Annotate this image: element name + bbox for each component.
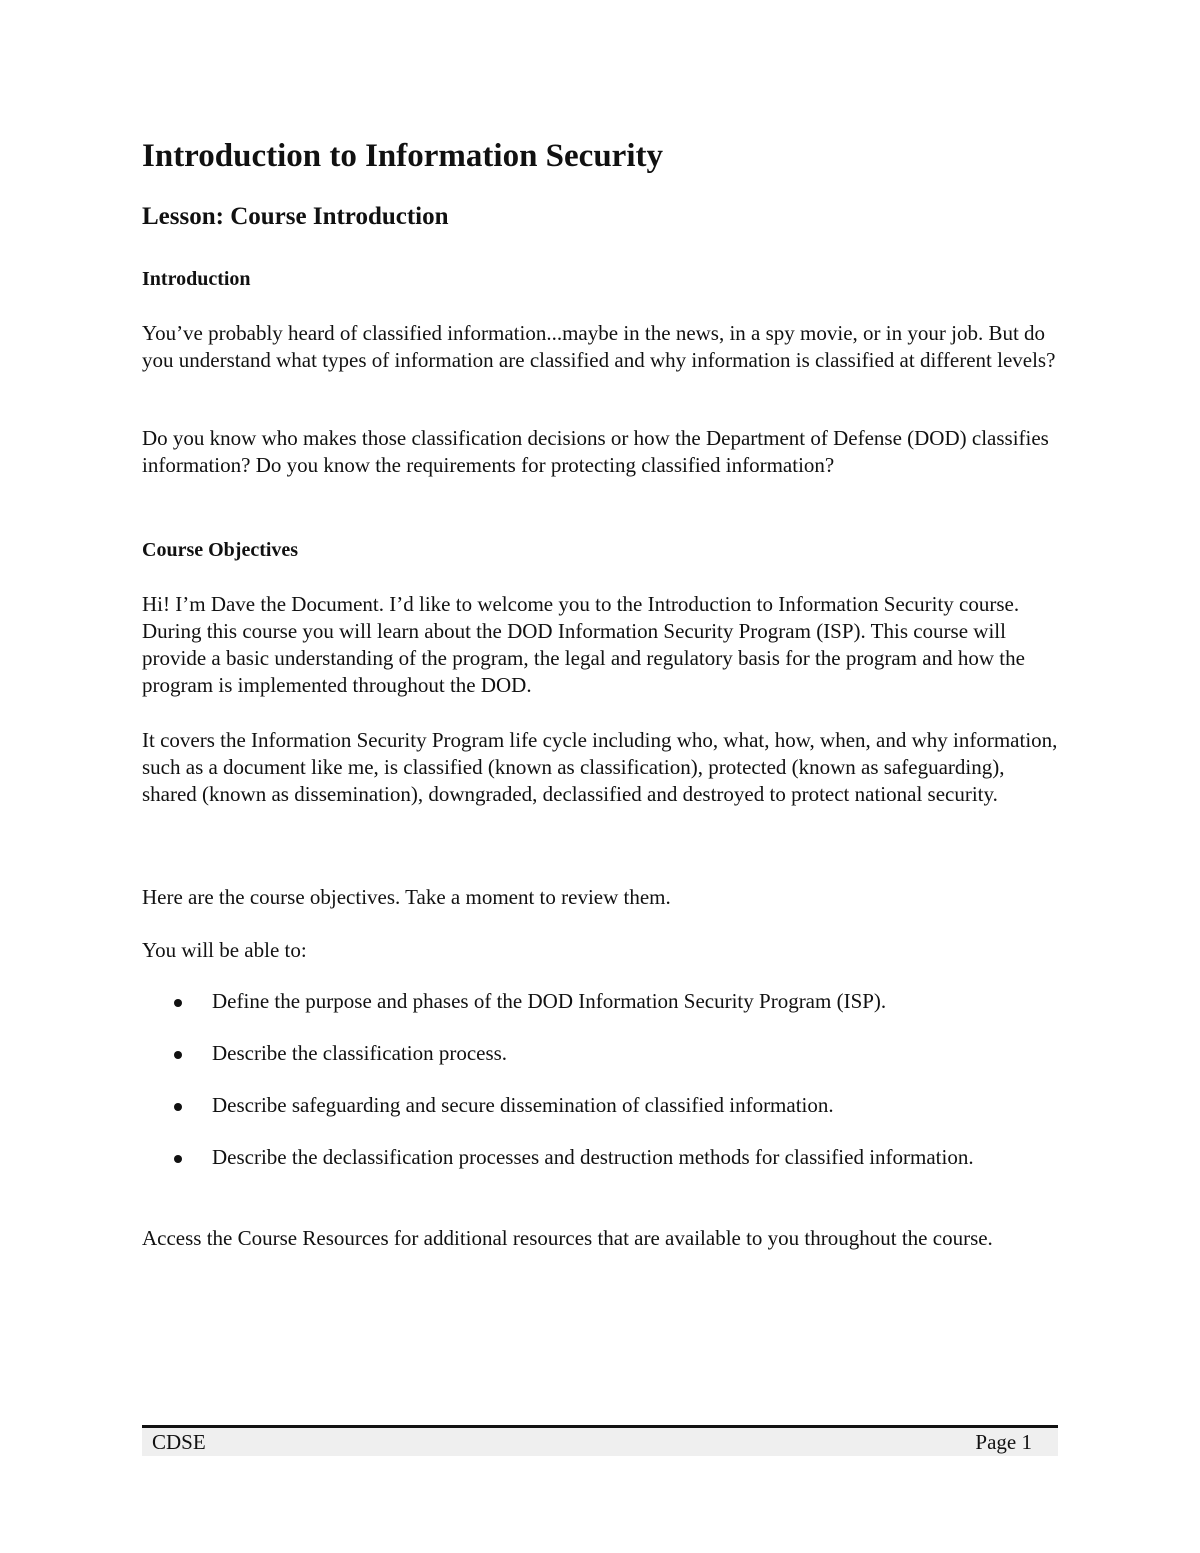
bullet-icon — [174, 1103, 182, 1111]
review-paragraph: Here are the course objectives. Take a moment to review them. — [142, 885, 671, 909]
footer-page-number: Page 1 — [975, 1430, 1032, 1454]
objectives-list — [142, 988, 1064, 1196]
list-item-text: Describe the classification process. — [212, 1041, 508, 1065]
document-title: Introduction to Information Security — [142, 138, 663, 174]
lesson-title: Lesson: Course Introduction — [142, 203, 449, 230]
list-item-text: Describe the declassification processes and destruction methods for classified information. — [212, 1145, 974, 1169]
intro-paragraph-1: You’ve probably heard of classified information...maybe in the news, in a spy movie, or in your job. But do you understand what types of information are classified and why information is classified at different levels? — [142, 321, 1056, 372]
closing-paragraph: Access the Course Resources for additional resources that are available to you throughout the course. — [142, 1226, 993, 1250]
list-item-text: Describe safeguarding and secure dissemination of classified information. — [212, 1093, 834, 1117]
able-to-paragraph: You will be able to: — [142, 938, 307, 962]
bullet-icon — [174, 1051, 182, 1059]
page-footer — [142, 1428, 1058, 1456]
lifecycle-paragraph: It covers the Information Security Program life cycle including who, what, how, when, and why information, such as a document like me, is classified (known as classification), protected (known as safeguarding), shared (known as dissemination), downgraded, declassified and destroyed to protect national security. — [142, 728, 1058, 806]
bullet-icon — [174, 1155, 182, 1163]
bullet-icon — [174, 999, 182, 1007]
list-item — [142, 1092, 1064, 1119]
course-objectives-heading: Course Objectives — [142, 539, 299, 561]
introduction-heading: Introduction — [142, 268, 251, 290]
list-item — [142, 988, 1064, 1015]
intro-paragraph-2: Do you know who makes those classification decisions or how the Department of Defense (DOD) classifies information? Do you know the requirements for protecting classified information? — [142, 426, 1049, 477]
footer-organization: CDSE — [152, 1430, 206, 1454]
welcome-paragraph: Hi! I’m Dave the Document. I’d like to welcome you to the Introduction to Information Security course. During this course you will learn about the DOD Information Security Program (ISP). This course will provide a basic understanding of the program, the legal and regulatory basis for the program and how the program is implemented throughout the DOD. — [142, 592, 1025, 697]
list-item — [142, 1144, 1064, 1171]
list-item — [142, 1040, 1064, 1067]
list-item-text: Define the purpose and phases of the DOD Information Security Program (ISP). — [212, 989, 887, 1013]
